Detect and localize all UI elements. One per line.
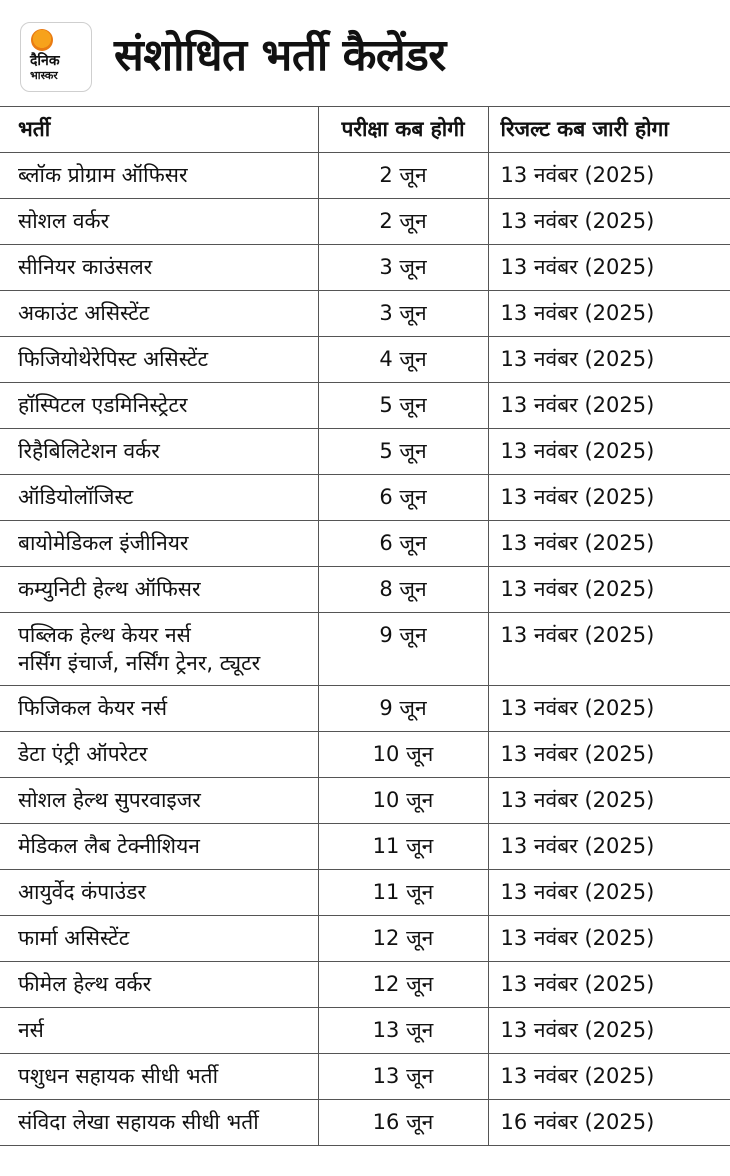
result-date-cell: 13 नवंबर (2025) xyxy=(488,337,730,383)
result-date-cell: 13 नवंबर (2025) xyxy=(488,567,730,613)
post-cell: पशुधन सहायक सीधी भर्ती xyxy=(0,1054,318,1100)
dainik-bhaskar-logo xyxy=(20,22,92,92)
table-row xyxy=(0,613,730,686)
table-header-row xyxy=(0,107,730,153)
table-row xyxy=(0,199,730,245)
table-row xyxy=(0,291,730,337)
result-date-cell: 13 नवंबर (2025) xyxy=(488,962,730,1008)
result-date-cell: 13 नवंबर (2025) xyxy=(488,429,730,475)
exam-date-cell: 10 जून xyxy=(318,778,488,824)
table-row xyxy=(0,1054,730,1100)
exam-date-cell: 8 जून xyxy=(318,567,488,613)
result-date-cell: 13 नवंबर (2025) xyxy=(488,1054,730,1100)
column-header-post: भर्ती xyxy=(0,107,318,153)
table-row xyxy=(0,567,730,613)
table-row xyxy=(0,732,730,778)
result-date-cell: 13 नवंबर (2025) xyxy=(488,732,730,778)
result-date-cell: 13 नवंबर (2025) xyxy=(488,778,730,824)
result-date-cell: 13 नवंबर (2025) xyxy=(488,475,730,521)
exam-date-cell: 3 जून xyxy=(318,291,488,337)
post-cell: फार्मा असिस्टेंट xyxy=(0,916,318,962)
post-cell: कम्युनिटी हेल्थ ऑफिसर xyxy=(0,567,318,613)
logo-text-dainik: दैनिक xyxy=(30,53,60,69)
table-row xyxy=(0,1100,730,1146)
result-date-cell: 13 नवंबर (2025) xyxy=(488,383,730,429)
exam-date-cell: 11 जून xyxy=(318,870,488,916)
header xyxy=(0,0,730,102)
post-cell-line-2: नर्सिंग इंचार्ज, नर्सिंग ट्रेनर, ट्यूटर xyxy=(18,651,261,675)
post-cell: आयुर्वेद कंपाउंडर xyxy=(0,870,318,916)
table-row xyxy=(0,475,730,521)
exam-date-cell: 3 जून xyxy=(318,245,488,291)
post-cell: फीमेल हेल्थ वर्कर xyxy=(0,962,318,1008)
exam-date-cell: 16 जून xyxy=(318,1100,488,1146)
post-cell: ब्लॉक प्रोग्राम ऑफिसर xyxy=(0,153,318,199)
table-row xyxy=(0,521,730,567)
table-row xyxy=(0,153,730,199)
table-row xyxy=(0,1008,730,1054)
exam-date-cell: 12 जून xyxy=(318,962,488,1008)
result-date-cell: 13 नवंबर (2025) xyxy=(488,686,730,732)
result-date-cell: 13 नवंबर (2025) xyxy=(488,870,730,916)
exam-date-cell: 2 जून xyxy=(318,153,488,199)
post-cell: सोशल हेल्थ सुपरवाइजर xyxy=(0,778,318,824)
table-row xyxy=(0,429,730,475)
result-date-cell: 13 नवंबर (2025) xyxy=(488,521,730,567)
table-row xyxy=(0,916,730,962)
table-row xyxy=(0,686,730,732)
exam-date-cell: 6 जून xyxy=(318,475,488,521)
logo-text-bhaskar: भास्कर xyxy=(30,69,58,82)
post-cell: फिजियोथेरेपिस्ट असिस्टेंट xyxy=(0,337,318,383)
exam-date-cell: 10 जून xyxy=(318,732,488,778)
sun-logo-icon xyxy=(31,29,53,51)
result-date-cell: 13 नवंबर (2025) xyxy=(488,1008,730,1054)
post-cell: रिहैबिलिटेशन वर्कर xyxy=(0,429,318,475)
post-cell: मेडिकल लैब टेक्नीशियन xyxy=(0,824,318,870)
post-cell xyxy=(0,613,318,686)
exam-date-cell: 6 जून xyxy=(318,521,488,567)
result-date-cell: 13 नवंबर (2025) xyxy=(488,613,730,686)
exam-date-cell: 11 जून xyxy=(318,824,488,870)
post-cell: डेटा एंट्री ऑपरेटर xyxy=(0,732,318,778)
exam-date-cell: 9 जून xyxy=(318,686,488,732)
result-date-cell: 13 नवंबर (2025) xyxy=(488,291,730,337)
exam-date-cell: 4 जून xyxy=(318,337,488,383)
table-row xyxy=(0,778,730,824)
exam-date-cell: 5 जून xyxy=(318,383,488,429)
post-cell: नर्स xyxy=(0,1008,318,1054)
exam-date-cell: 12 जून xyxy=(318,916,488,962)
post-cell: फिजिकल केयर नर्स xyxy=(0,686,318,732)
exam-date-cell: 13 जून xyxy=(318,1008,488,1054)
result-date-cell: 13 नवंबर (2025) xyxy=(488,153,730,199)
post-cell: हॉस्पिटल एडमिनिस्ट्रेटर xyxy=(0,383,318,429)
column-header-exam-date: परीक्षा कब होगी xyxy=(318,107,488,153)
post-cell: संविदा लेखा सहायक सीधी भर्ती xyxy=(0,1100,318,1146)
post-cell: बायोमेडिकल इंजीनियर xyxy=(0,521,318,567)
result-date-cell: 13 नवंबर (2025) xyxy=(488,245,730,291)
result-date-cell: 13 नवंबर (2025) xyxy=(488,199,730,245)
page-title: संशोधित भर्ती कैलेंडर xyxy=(114,30,446,81)
exam-date-cell: 13 जून xyxy=(318,1054,488,1100)
result-date-cell: 13 नवंबर (2025) xyxy=(488,916,730,962)
post-cell: सोशल वर्कर xyxy=(0,199,318,245)
table-row xyxy=(0,245,730,291)
column-header-result-date: रिजल्ट कब जारी होगा xyxy=(488,107,730,153)
post-cell-line-1: पब्लिक हेल्थ केयर नर्स xyxy=(18,623,191,647)
table-row xyxy=(0,962,730,1008)
table-row xyxy=(0,337,730,383)
result-date-cell: 16 नवंबर (2025) xyxy=(488,1100,730,1146)
post-cell: अकाउंट असिस्टेंट xyxy=(0,291,318,337)
table-row xyxy=(0,383,730,429)
exam-date-cell: 9 जून xyxy=(318,613,488,686)
exam-date-cell: 5 जून xyxy=(318,429,488,475)
recruitment-calendar-table xyxy=(0,106,730,1146)
post-cell: सीनियर काउंसलर xyxy=(0,245,318,291)
exam-date-cell: 2 जून xyxy=(318,199,488,245)
post-cell: ऑडियोलॉजिस्ट xyxy=(0,475,318,521)
result-date-cell: 13 नवंबर (2025) xyxy=(488,824,730,870)
table-row xyxy=(0,870,730,916)
table-row xyxy=(0,824,730,870)
